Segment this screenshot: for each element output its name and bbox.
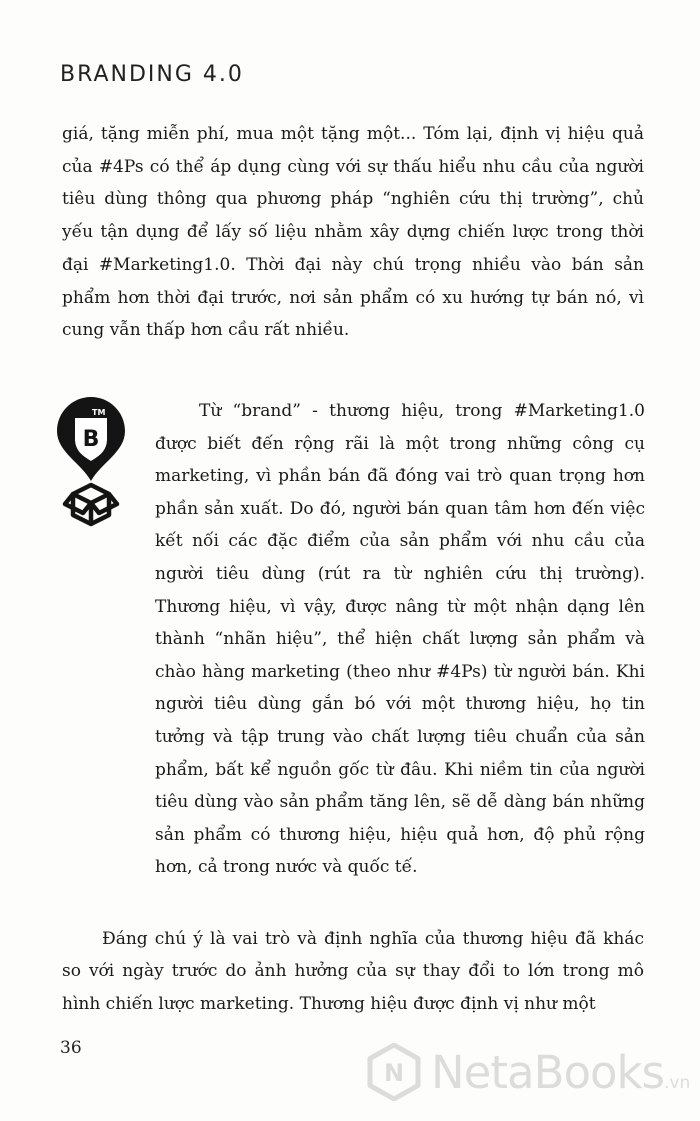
- page-number: 36: [60, 1038, 82, 1058]
- shield-letter: B: [82, 427, 100, 452]
- body-paragraph-bottom: Đáng chú ý là vai trò và định nghĩa của thương hiệu đã khác so với ngày trước do ảnh hưởng của sự thay đổi to lớn trong mô hình chiến lược marketing. Thương hiệu được định vị như một: [62, 929, 644, 1014]
- open-box-shape: [65, 485, 117, 524]
- callout-paragraph: Từ “brand” - thương hiệu, trong #Marketing1.0 được biết đến rộng rãi là một trong những công cụ marketing, vì phần bán đã đóng vai trò quan trọng hơn phần sản xuất. Do đó, người bán quan tâm hơn đến việc kết nối các đặc điểm của sản phẩm với nhu cầu của người tiêu dùng (rút ra từ nghiên cứu thị trường). Thương hiệu, vì vậy, được nâng từ một nhận dạng lên thành “nhãn hiệu”, thể hiện chất lượng sản phẩm và chào hàng marketing (theo như #4Ps) từ người bán. Khi người tiêu dùng gắn bó với một thương hiệu, họ tin tưởng và tập trung vào chất lượng tiêu chuẩn của sản phẩm, bất kể nguồn gốc từ đâu. Khi niềm tin của người tiêu dùng vào sản phẩm tăng lên, sẽ dễ dàng bán những sản phẩm có thương hiệu, hiệu quả hơn, độ phủ rộng hơn, cả trong nước và quốc tế.: [155, 401, 645, 878]
- tm-mark: TM: [92, 408, 106, 417]
- running-header: BRANDING 4.0: [60, 62, 244, 87]
- watermark-wordmark: [431, 1046, 690, 1099]
- watermark-logo-letter: N: [383, 1059, 405, 1087]
- netabooks-logo-icon: [365, 1043, 423, 1101]
- watermark: [365, 1042, 695, 1102]
- watermark-name: NetaBooks: [431, 1045, 665, 1099]
- brand-box-pin-icon: [57, 397, 125, 529]
- watermark-suffix: .vn: [664, 1072, 691, 1093]
- body-paragraph-top: giá, tặng miễn phí, mua một tặng một... Tóm lại, định vị hiệu quả của #4Ps có thể áp dụng cùng với sự thấu hiểu nhu cầu của người tiêu dùng thông qua phương pháp “nghiên cứu thị trường”, chủ yếu tận dụng để lấy số liệu nhằm xây dựng chiến lược trong thời đại #Marketing1.0. Thời đại này chú trọng nhiều vào bán sản phẩm hơn thời đại trước, nơi sản phẩm có xu hướng tự bán nó, vì cung vẫn thấp hơn cầu rất nhiều.: [62, 124, 644, 341]
